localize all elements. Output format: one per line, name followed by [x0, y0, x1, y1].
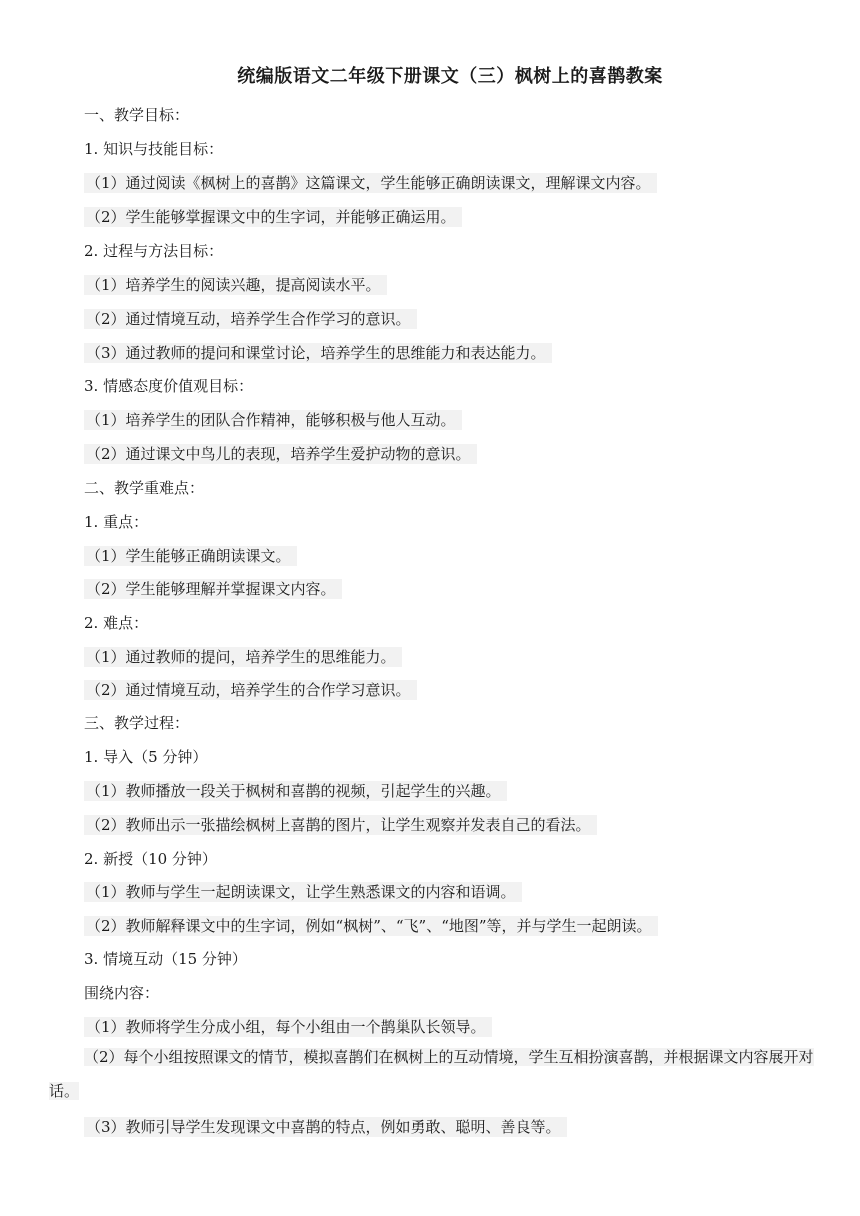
list-item: （2）通过情境互动，培养学生的合作学习意识。	[84, 679, 417, 701]
list-item: （3）通过教师的提问和课堂讨论，培养学生的思维能力和表达能力。	[84, 342, 552, 364]
list-item: （1）教师与学生一起朗读课文，让学生熟悉课文的内容和语调。	[84, 881, 522, 903]
label-content: 围绕内容：	[84, 984, 160, 1002]
list-item: （1）培养学生的阅读兴趣，提高阅读水平。	[84, 274, 387, 296]
list-item: （1）学生能够正确朗读课文。	[84, 545, 297, 567]
list-item: （2）学生能够掌握课文中的生字词，并能够正确运用。	[84, 206, 462, 228]
list-item: （2）通过情境互动，培养学生合作学习的意识。	[84, 308, 417, 330]
subheading-new-lesson: 2. 新授（10 分钟）	[84, 850, 217, 868]
subheading-process-method: 2. 过程与方法目标：	[84, 242, 224, 260]
subheading-introduction: 1. 导入（5 分钟）	[84, 748, 208, 766]
subheading-interaction: 3. 情境互动（15 分钟）	[84, 950, 247, 968]
list-item: （1）教师将学生分成小组，每个小组由一个鹊巢队长领导。	[84, 1016, 492, 1038]
subheading-key-point: 1. 重点：	[84, 513, 149, 531]
subheading-difficult-point: 2. 难点：	[84, 614, 149, 632]
list-item: （1）通过教师的提问，培养学生的思维能力。	[84, 646, 402, 668]
list-item: （2）学生能够理解并掌握课文内容。	[84, 578, 342, 600]
document-title: 统编版语文二年级下册课文（三）枫树上的喜鹊教案	[237, 66, 663, 87]
subheading-attitude-values: 3. 情感态度价值观目标：	[84, 377, 254, 395]
list-item: （2）教师出示一张描绘枫树上喜鹊的图片，让学生观察并发表自己的看法。	[84, 814, 597, 836]
subheading-knowledge-skills: 1. 知识与技能目标：	[84, 140, 224, 158]
list-item: （1）通过阅读《枫树上的喜鹊》这篇课文，学生能够正确朗读课文，理解课文内容。	[84, 172, 657, 194]
section-heading-key-points: 二、教学重难点：	[84, 479, 205, 497]
list-item: （1）教师播放一段关于枫树和喜鹊的视频，引起学生的兴趣。	[84, 780, 507, 802]
wrapped-paragraph: （2）每个小组按照课文的情节，模拟喜鹊们在枫树上的互动情境，学生互相扮演喜鹊，并根据课文内容展开对话。	[49, 1048, 814, 1100]
list-item: （3）教师引导学生发现课文中喜鹊的特点，例如勇敢、聪明、善良等。	[84, 1116, 567, 1138]
list-item: （2）通过课文中鸟儿的表现，培养学生爱护动物的意识。	[84, 443, 477, 465]
section-heading-objectives: 一、教学目标：	[84, 106, 190, 124]
list-item: （1）培养学生的团队合作精神，能够积极与他人互动。	[84, 409, 462, 431]
list-item: （2）教师解释课文中的生字词，例如“枫树”、“飞”、“地图”等，并与学生一起朗读。	[84, 915, 658, 937]
section-heading-teaching-process: 三、教学过程：	[84, 714, 190, 732]
